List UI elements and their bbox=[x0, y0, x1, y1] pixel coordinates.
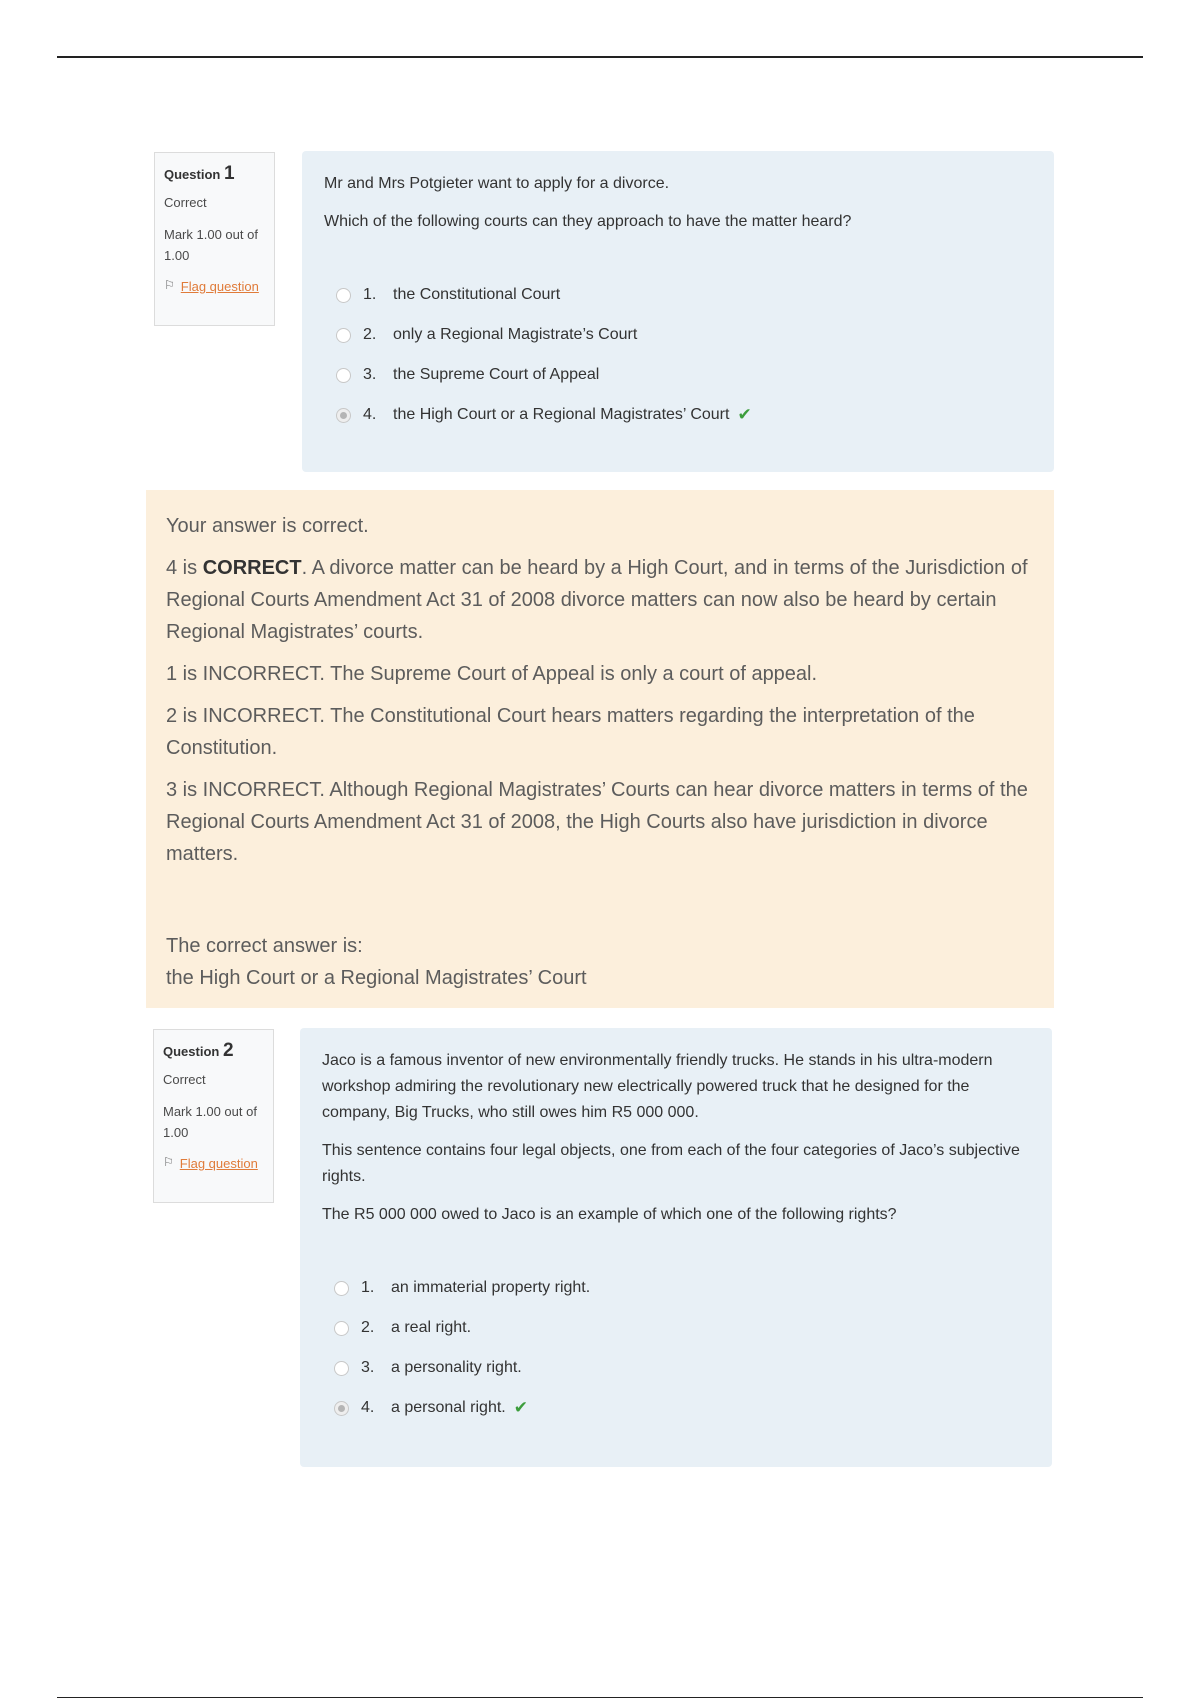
question-number: Question 1 bbox=[164, 163, 235, 184]
radio-button-selected[interactable] bbox=[334, 1401, 349, 1416]
question-text: Which of the following courts can they approach to have the matter heard? bbox=[324, 213, 852, 230]
feedback-paragraph: 1 is INCORRECT. The Supreme Court of Appeal is only a court of appeal. bbox=[166, 663, 818, 685]
answer-option-2[interactable]: 2. only a Regional Magistrate’s Court bbox=[324, 315, 1032, 355]
answer-option-3[interactable]: 3. a personality right. bbox=[322, 1348, 1030, 1388]
flag-icon: ⚐ bbox=[163, 1155, 174, 1169]
answer-option-1[interactable]: 1. the Constitutional Court bbox=[324, 275, 1032, 315]
feedback-status: Your answer is correct. bbox=[166, 515, 369, 537]
question-text: Jaco is a famous inventor of new environmentally friendly trucks. He stands in his ultra-modern workshop admiring the revolutionary new electrically powered truck that he designed for the company, Big Trucks, who still owes him R5 000 000. bbox=[322, 1052, 993, 1121]
question-state: Correct bbox=[163, 1072, 206, 1087]
answer-list bbox=[324, 275, 1032, 435]
check-icon: ✔ bbox=[737, 405, 752, 424]
feedback-paragraph: 3 is INCORRECT. Although Regional Magistrates’ Courts can hear divorce matters in terms of the Regional Courts Amendment Act 31 of 2008, the High Courts also have jurisdiction in divorce matters. bbox=[166, 779, 1028, 865]
flag-question[interactable] bbox=[163, 1153, 264, 1174]
radio-button[interactable] bbox=[334, 1361, 349, 1376]
question-grade: Mark 1.00 out of 1.00 bbox=[163, 1104, 257, 1140]
radio-button[interactable] bbox=[336, 328, 351, 343]
flag-icon: ⚐ bbox=[164, 278, 175, 292]
feedback-paragraph: 2 is INCORRECT. The Constitutional Court hears matters regarding the interpretation of the Constitution. bbox=[166, 705, 975, 759]
answer-option-3[interactable]: 3. the Supreme Court of Appeal bbox=[324, 355, 1032, 395]
flag-question-link[interactable]: Flag question bbox=[180, 279, 259, 294]
radio-button[interactable] bbox=[334, 1321, 349, 1336]
radio-button[interactable] bbox=[336, 368, 351, 383]
question-1-content bbox=[302, 151, 1054, 472]
question-text: This sentence contains four legal objects, one from each of the four categories of Jaco’s subjective rights. bbox=[322, 1142, 1020, 1185]
radio-button[interactable] bbox=[336, 288, 351, 303]
question-grade: Mark 1.00 out of 1.00 bbox=[164, 227, 258, 263]
radio-button[interactable] bbox=[334, 1281, 349, 1296]
radio-button-selected[interactable] bbox=[336, 408, 351, 423]
question-number: Question 2 bbox=[163, 1040, 234, 1061]
page-bottom-rule bbox=[57, 1697, 1143, 1698]
question-2-info bbox=[153, 1029, 274, 1203]
feedback-paragraph: 4 is CORRECT. A divorce matter can be heard by a High Court, and in terms of the Jurisdiction of Regional Courts Amendment Act 31 of 2008 divorce matters can now also be heard by certain Regional Magistrates’ courts. bbox=[166, 557, 1028, 643]
page-top-rule bbox=[57, 56, 1143, 58]
question-1-feedback bbox=[146, 490, 1054, 1008]
check-icon: ✔ bbox=[513, 1398, 528, 1417]
answer-option-2[interactable]: 2. a real right. bbox=[322, 1308, 1030, 1348]
right-answer: The correct answer is: the High Court or a Regional Magistrates’ Court bbox=[166, 935, 587, 989]
flag-question[interactable] bbox=[164, 276, 265, 297]
answer-option-4[interactable]: 4. a personal right. ✔ bbox=[322, 1388, 1030, 1428]
answer-option-1[interactable]: 1. an immaterial property right. bbox=[322, 1268, 1030, 1308]
answer-option-4[interactable]: 4. the High Court or a Regional Magistrates’ Court ✔ bbox=[324, 395, 1032, 435]
question-text: The R5 000 000 owed to Jaco is an example of which one of the following rights? bbox=[322, 1206, 897, 1223]
flag-question-link[interactable]: Flag question bbox=[179, 1156, 258, 1171]
answer-list bbox=[322, 1268, 1030, 1428]
question-1-info bbox=[154, 152, 275, 326]
question-2-content bbox=[300, 1028, 1052, 1467]
question-text: Mr and Mrs Potgieter want to apply for a divorce. bbox=[324, 175, 670, 192]
question-state: Correct bbox=[164, 195, 207, 210]
